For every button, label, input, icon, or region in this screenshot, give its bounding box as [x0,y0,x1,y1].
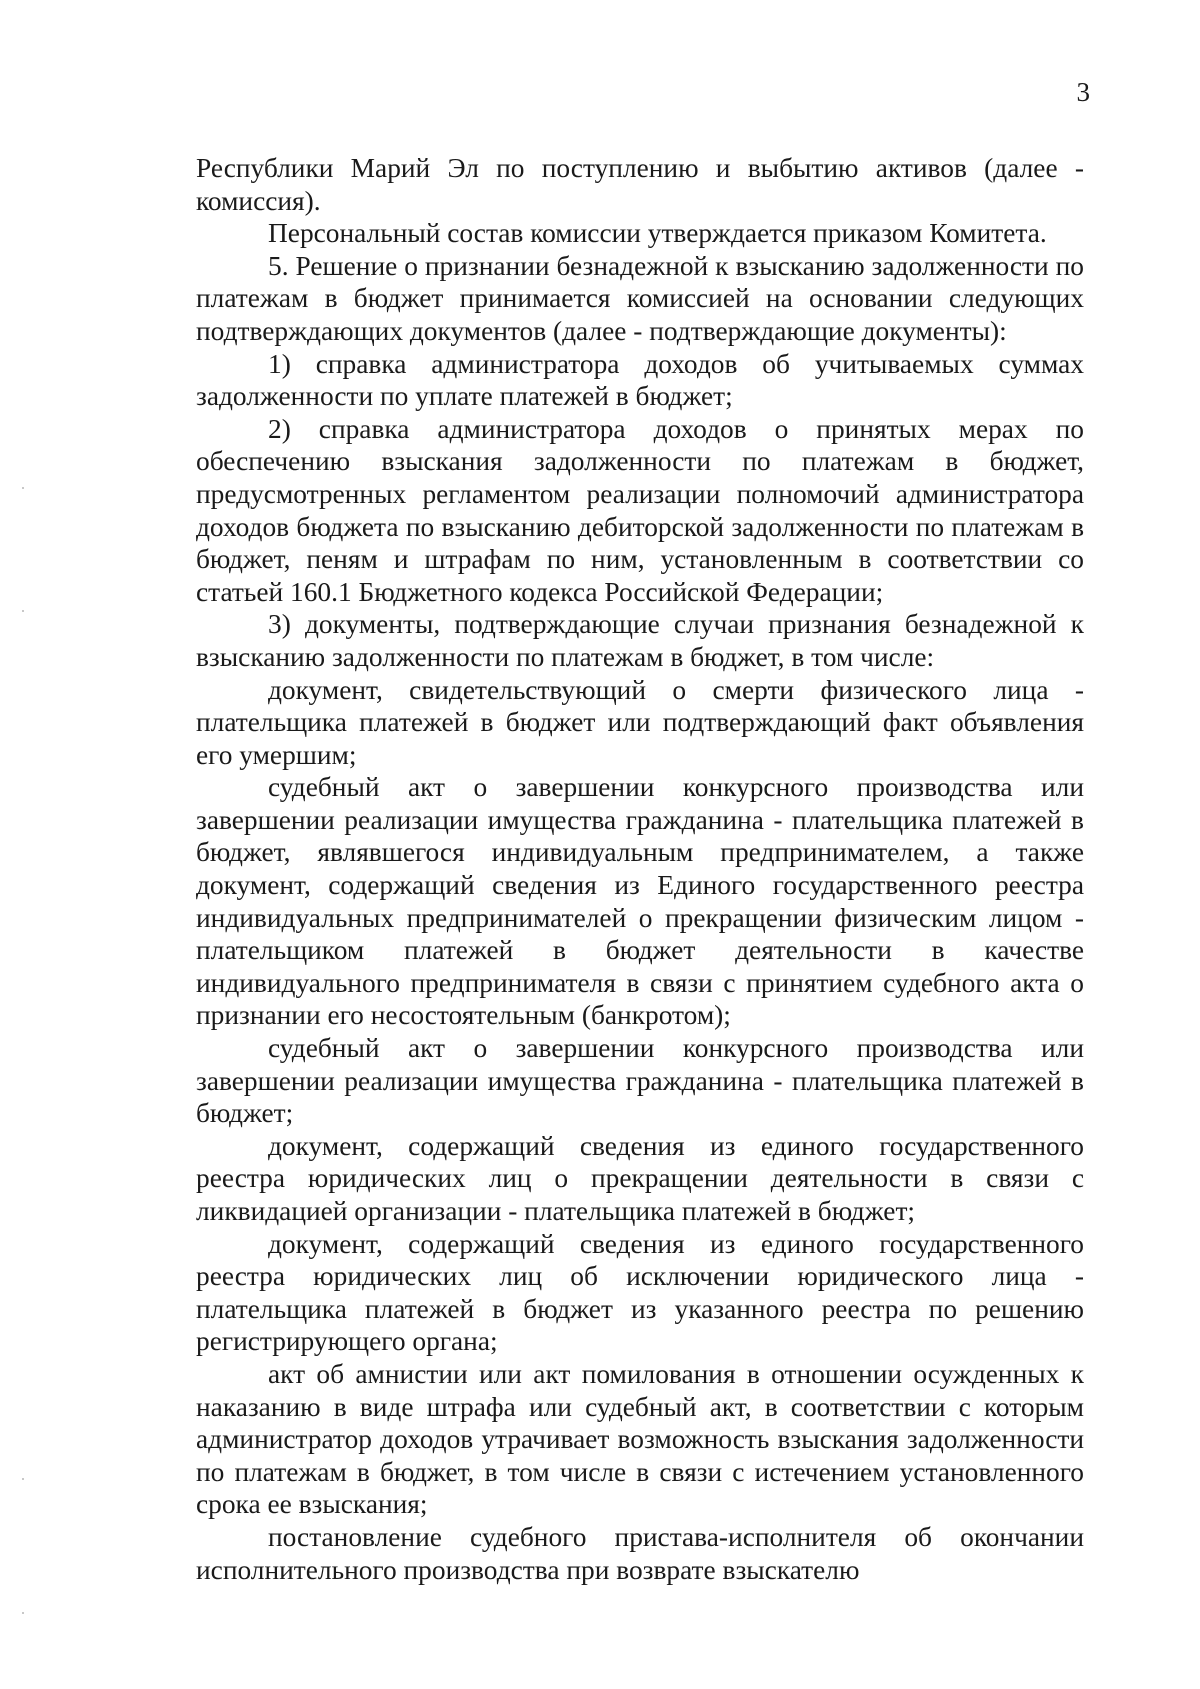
scan-mark [22,610,24,612]
paragraph-exclusion-from-register: документ, содержащий сведения из единого государственного реестра юридических лиц об исключении юридического лица - плательщика платежей в бюджет из указанного реестра по решению регистрирующего органа; [196,1228,1084,1357]
document-body [196,152,1084,1586]
scan-mark [22,1612,24,1614]
paragraph-subitem-2: 2) справка администратора доходов о принятых мерах по обеспечению взыскания задолженности по платежам в бюджет, предусмотренных регламентом реализации полномочий администратора доходов бюджета по взысканию дебиторской задолженности по платежам в бюджет, пеням и штрафам по ним, установленным в соответствии со статьей 160.1 Бюджетного кодекса Российской Федерации; [196,413,1084,607]
paragraph-subitem-1: 1) справка администратора доходов об учитываемых суммах задолженности по уплате платежей в бюджет; [196,348,1084,412]
paragraph-bankruptcy-entrepreneur: судебный акт о завершении конкурсного производства или завершении реализации имущества гражданина - плательщика платежей в бюджет, являвшегося индивидуальным предпринимателем, а также документ, содержащий сведения из Единого государственного реестра индивидуальных предпринимателей о прекращении физическим лицом - плательщиком платежей в бюджет деятельности в качестве индивидуального предпринимателя в связи с принятием судебного акта о признании его несостоятельным (банкротом); [196,772,1084,1031]
scan-mark [22,1478,24,1480]
scan-mark [22,487,24,489]
paragraph-commission-composition: Персональный состав комиссии утверждается приказом Комитета. [268,218,1047,249]
paragraph-amnesty: акт об амнистии или акт помилования в отношении осужденных к наказанию в виде штрафа или судебный акт, в соответствии с которым администратор доходов утрачивает возможность взыскания задолженности по платежам в бюджет, в том числе в связи с истечением установленного срока ее взыскания; [196,1358,1084,1520]
paragraph-bankruptcy-citizen: судебный акт о завершении конкурсного производства или завершении реализации имущества гражданина - плательщика платежей в бюджет; [196,1033,1084,1129]
paragraph-item-5: 5. Решение о признании безнадежной к взысканию задолженности по платежам в бюджет принимается комиссией на основании следующих подтверждающих документов (далее - подтверждающие документы): [196,250,1084,346]
page-number: 3 [1076,77,1090,107]
paragraph-continuation: Республики Марий Эл по поступлению и выбытию активов (далее - комиссия). [196,153,1084,216]
paragraph-liquidation: документ, содержащий сведения из единого государственного реестра юридических лиц о прекращении деятельности в связи с ликвидацией организации - плательщика платежей в бюджет; [196,1130,1084,1226]
paragraph-death-document: документ, свидетельствующий о смерти физического лица - плательщика платежей в бюджет или подтверждающий факт объявления его умершим; [196,674,1084,770]
paragraph-subitem-3: 3) документы, подтверждающие случаи признания безнадежной к взысканию задолженности по платежам в бюджет, в том числе: [196,609,1084,672]
paragraph-bailiff-resolution: постановление судебного пристава-исполнителя об окончании исполнительного производства при возврате взыскателю [196,1521,1084,1585]
